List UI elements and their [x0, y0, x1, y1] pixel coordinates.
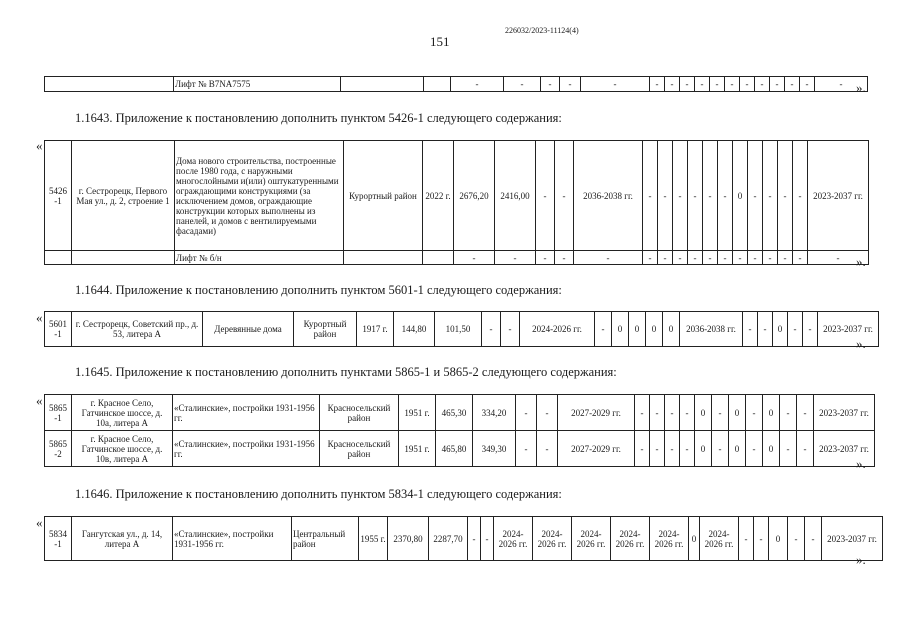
table-row: 5834 -1 Гангутская ул., д. 14, литера А «Сталинские», постройки 1931-1956 гг. Центральный район 1955 г. 2370,80 2287,70 - - 2024-2026 гг. 2024-2026 гг. 2024-2026 гг. 2024-2026 гг. 2024-2026 гг. 0 2024-2026 гг. - - 0 - - 2023-2037 гг. [45, 517, 883, 561]
close-quote: ». [856, 552, 866, 567]
address: г. Сестрорецк, Первого Мая ул., д. 2, строение 1 [72, 141, 175, 251]
table-5834-1 [44, 516, 883, 561]
close-quote: ». [856, 336, 866, 351]
table-5426-1 [44, 140, 869, 265]
table-5865 [44, 394, 875, 467]
table-row: 5426 -1 г. Сестрорецк, Первого Мая ул., д. 2, строение 1 Дома нового строительства, построенные после 1980 года, с наружными многослойными и(или) оштукатуренными ограждающими конструкциями (за исключением домов, ограждающие конструкции которых выполнены из панелей, и домов с вентилируемыми фасадами) Курортный район 2022 г. 2676,20 2416,00 - - 2036-2038 гг. - - - - - - 0 - - - - 2023-2037 гг. [45, 141, 869, 251]
row-number: 5426 -1 [45, 141, 72, 251]
page-number: 151 [430, 34, 450, 49]
paragraph-1644: 1.1644. Приложение к постановлению дополнить пунктом 5601-1 следующего содержания: [75, 283, 562, 297]
lift-table-top [44, 76, 868, 92]
district: Курортный район [344, 141, 423, 251]
table-5601-1 [44, 311, 879, 347]
paragraph-1646: 1.1646. Приложение к постановлению дополнить пунктом 5834-1 следующего содержания: [75, 487, 562, 501]
close-quote: ». [856, 254, 866, 269]
paragraph-1645: 1.1645. Приложение к постановлению дополнить пунктами 5865-1 и 5865-2 следующего содержания: [75, 365, 617, 379]
close-quote: ». [856, 456, 866, 471]
open-quote: « [36, 393, 43, 408]
document-number: 226032/2023-11124(4) [505, 26, 579, 35]
table-row: 5601 -1 г. Сестрорецк, Советский пр., д. 53, литера А Деревянные дома Курортный район 1917 г. 144,80 101,50 - - 2024-2026 гг. - 0 0 0 0 2036-2038 гг. - - 0 - - 2023-2037 гг. [45, 312, 879, 347]
open-quote: « [36, 138, 43, 153]
open-quote: « [36, 310, 43, 325]
close-quote: ». [856, 80, 866, 95]
table-row: Лифт № б/н - - - - - - - - - - - - - - - - - [45, 251, 869, 265]
paragraph-1643: 1.1643. Приложение к постановлению дополнить пунктом 5426-1 следующего содержания: [75, 111, 562, 125]
table-row: 5865 -1 г. Красное Село, Гатчинское шоссе, д. 10а, литера А «Сталинские», постройки 1931-1956 гг. Красносельский район 1951 г. 465,30 334,20 - - 2027-2029 гг. - - - - 0 - 0 - 0 - - 2023-2037 гг. [45, 395, 875, 431]
table-row: Лифт № B7NA7575 - - - - - - - - - - - - - - - - - [45, 77, 868, 92]
table-row: 5865 -2 г. Красное Село, Гатчинское шоссе, д. 10в, литера А «Сталинские», постройки 1931-1956 гг. Красносельский район 1951 г. 465,80 349,30 - - 2027-2029 гг. - - - - 0 - 0 - 0 - - 2023-2037 гг. [45, 431, 875, 467]
open-quote: « [36, 515, 43, 530]
building-type: Дома нового строительства, построенные после 1980 года, с наружными многослойными и(или) оштукатуренными ограждающими конструкциями (за исключением домов, ограждающие конструкции которых выполнены из панелей, и домов с вентилируемыми фасадами) [175, 141, 344, 251]
